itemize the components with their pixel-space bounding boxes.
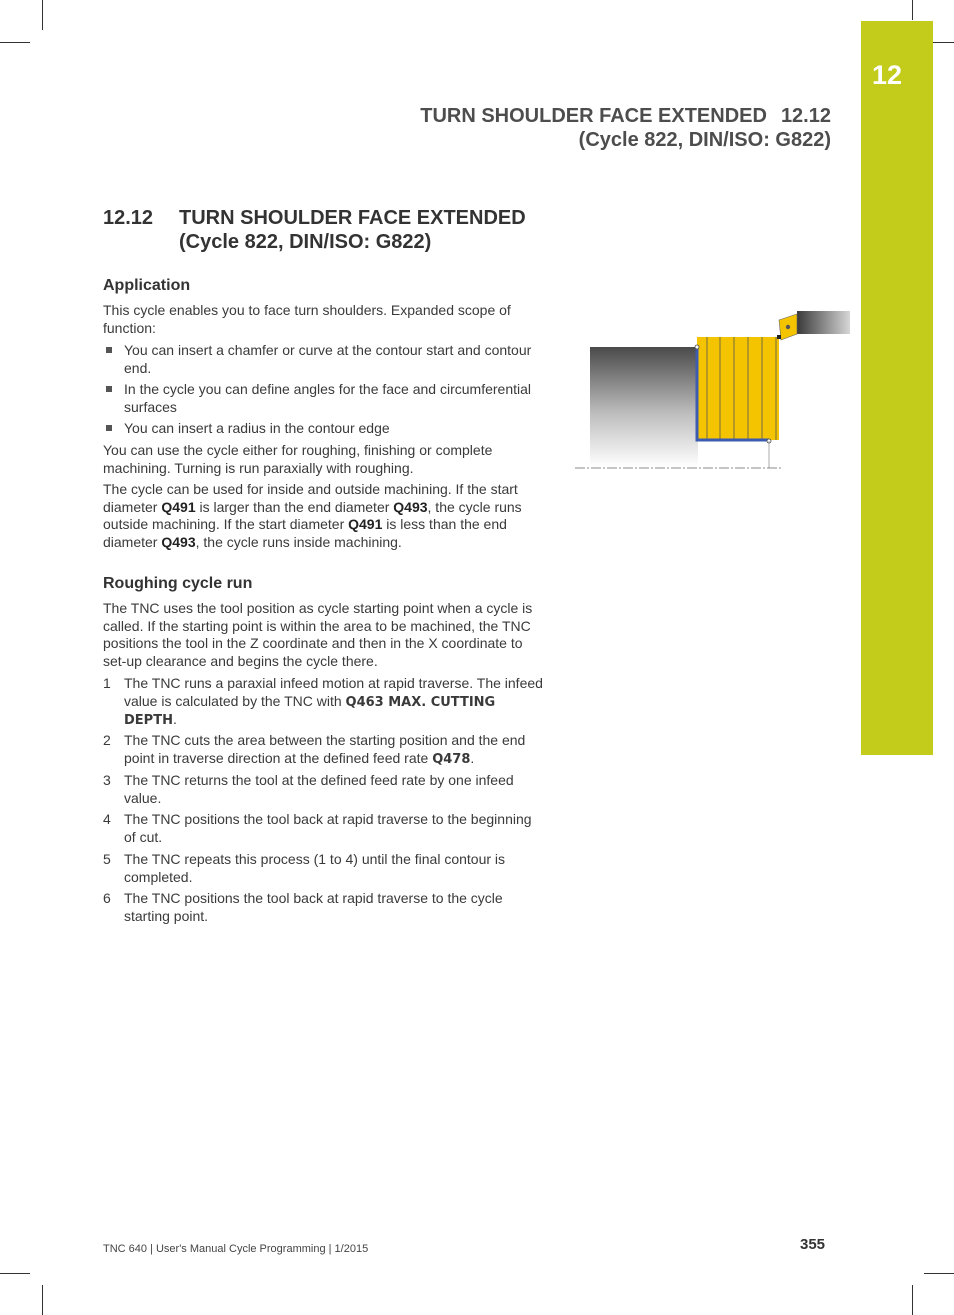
application-heading: Application bbox=[103, 277, 191, 294]
contour-start-point bbox=[695, 345, 699, 349]
application-para2: You can use the cycle either for roughing, finishing or complete machining. Turning is run paraxially with roughing. bbox=[103, 442, 493, 476]
running-header bbox=[420, 104, 831, 152]
list-item: 3 The TNC returns the tool at the defined feed rate by one infeed value. bbox=[103, 772, 514, 806]
chapter-tab bbox=[861, 21, 933, 755]
crop-mark bbox=[924, 1273, 954, 1274]
tool-holder bbox=[797, 311, 850, 334]
turning-cycle-illustration bbox=[573, 310, 853, 475]
list-item: 4 The TNC positions the tool back at rapid traverse to the beginning of cut. bbox=[103, 811, 532, 845]
stock-allowance bbox=[697, 337, 779, 440]
list-item: 5 The TNC repeats this process (1 to 4) until the final contour is completed. bbox=[103, 851, 506, 885]
running-header-number: 12.12 bbox=[780, 105, 831, 127]
page-number: 355 bbox=[800, 1236, 826, 1253]
section-title-line2: (Cycle 822, DIN/ISO: G822) bbox=[179, 231, 432, 253]
bullet-square-icon bbox=[106, 347, 112, 353]
crop-mark bbox=[912, 1285, 913, 1315]
running-header-subtitle: (Cycle 822, DIN/ISO: G822) bbox=[578, 129, 831, 151]
list-item: 1 The TNC runs a paraxial infeed motion at rapid traverse. The infeed value is calculated by the TNC with Q463 MAX. CUTTING DEPTH. bbox=[103, 675, 543, 729]
application-intro: This cycle enables you to face turn shoulders. Expanded scope of function: bbox=[103, 302, 511, 336]
list-item: In the cycle you can define angles for the face and circumferential surfaces bbox=[103, 381, 543, 416]
insert-screw bbox=[786, 325, 790, 329]
section-title bbox=[103, 206, 526, 254]
crop-mark bbox=[0, 1273, 30, 1274]
roughing-heading: Roughing cycle run bbox=[103, 575, 253, 592]
chapter-number: 12 bbox=[872, 60, 903, 90]
running-header-title: TURN SHOULDER FACE EXTENDED bbox=[420, 105, 767, 127]
section-number: 12.12 bbox=[103, 207, 154, 229]
footer-text: TNC 640 | User's Manual Cycle Programming | 1/2015 bbox=[103, 1243, 369, 1255]
crop-mark bbox=[912, 0, 913, 20]
bullet-square-icon bbox=[106, 386, 112, 392]
roughing-intro: The TNC uses the tool position as cycle starting point when a cycle is called. If the starting point is within the area to be machined, the TNC positions the tool in the Z coordinate and then in the X coordinate to set-up clearance and begins the cycle there. bbox=[103, 600, 533, 669]
list-item: You can insert a radius in the contour edge bbox=[103, 420, 543, 438]
list-item: 6 The TNC positions the tool back at rapid traverse to the cycle starting point. bbox=[103, 890, 503, 924]
crop-mark bbox=[0, 42, 30, 43]
crop-mark bbox=[42, 0, 43, 30]
list-item: 2 The TNC cuts the area between the starting position and the end point in traverse direction at the defined feed rate Q478. bbox=[103, 732, 526, 767]
bullet-square-icon bbox=[106, 425, 112, 431]
crop-mark bbox=[42, 1285, 43, 1315]
workpiece bbox=[590, 347, 698, 467]
section-title-line1: TURN SHOULDER FACE EXTENDED bbox=[179, 207, 526, 229]
application-para3: The cycle can be used for inside and outside machining. If the start diameter Q491 is larger than the end diameter Q493, the cycle runs outside machining. If the start diameter Q491 is less than the end diameter Q493, the cycle runs inside machining. bbox=[103, 481, 522, 550]
list-item: You can insert a chamfer or curve at the contour start and contour end. bbox=[103, 342, 543, 377]
tool-tip bbox=[777, 335, 781, 339]
